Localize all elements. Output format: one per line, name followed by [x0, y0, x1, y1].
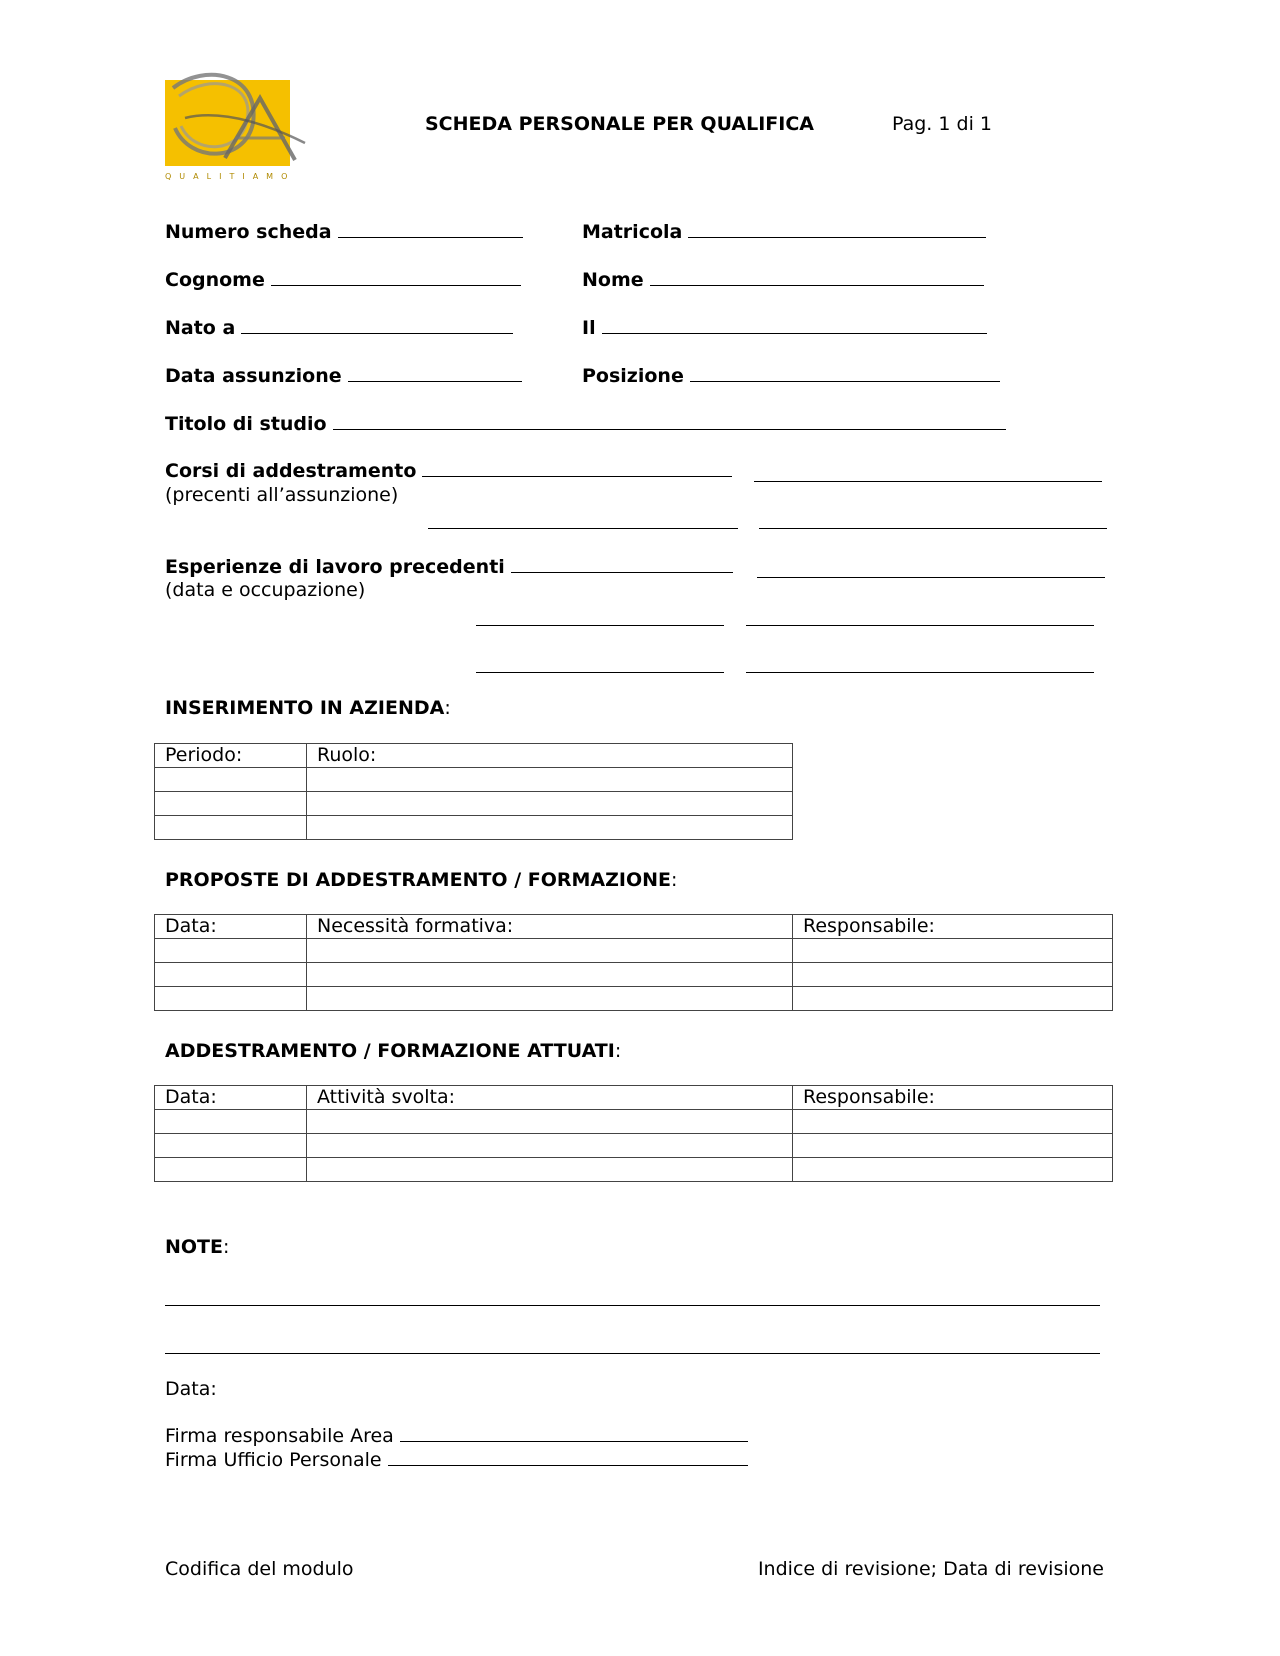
numero-scheda-line[interactable] [338, 222, 523, 238]
matricola-label: Matricola [582, 221, 683, 243]
posizione-line[interactable] [690, 366, 1000, 382]
nato-a-label: Nato a [165, 317, 236, 339]
il-label: Il [582, 317, 596, 339]
nome-field[interactable] [582, 269, 984, 291]
header-ruolo: Ruolo: [307, 744, 793, 768]
table-cell[interactable] [307, 963, 793, 987]
header-responsabile: Responsabile: [793, 915, 1113, 939]
qualitiamo-logo [165, 68, 315, 186]
colon: : [614, 1040, 622, 1062]
header-attivita: Attività svolta: [307, 1086, 793, 1110]
note-heading [165, 1236, 229, 1258]
firma-area-field[interactable] [165, 1425, 748, 1447]
corsi-line-4[interactable] [759, 513, 1107, 529]
header-responsabile: Responsabile: [793, 1086, 1113, 1110]
proposte-heading [165, 869, 677, 891]
proposte-table [154, 914, 1113, 1011]
titolo-studio-field[interactable] [165, 413, 1006, 435]
corsi-field[interactable] [165, 460, 732, 482]
attuati-table [154, 1085, 1113, 1182]
esperienze-line-4[interactable] [746, 610, 1094, 626]
nato-a-field[interactable] [165, 317, 513, 339]
table-row [155, 816, 793, 840]
table-cell[interactable] [155, 768, 307, 792]
table-cell[interactable] [307, 939, 793, 963]
titolo-studio-label: Titolo di studio [165, 413, 327, 435]
header-periodo: Periodo: [155, 744, 307, 768]
table-cell[interactable] [155, 1110, 307, 1134]
data-assunzione-field[interactable] [165, 365, 522, 387]
colon: : [444, 697, 451, 719]
table-cell[interactable] [307, 1110, 793, 1134]
table-cell[interactable] [155, 1134, 307, 1158]
page-title: SCHEDA PERSONALE PER QUALIFICA [425, 113, 814, 135]
titolo-studio-line[interactable] [333, 414, 1006, 430]
table-cell[interactable] [155, 987, 307, 1011]
table-cell[interactable] [793, 939, 1113, 963]
firma-ufficio-label: Firma Ufficio Personale [165, 1449, 382, 1471]
corsi-label: Corsi di addestramento [165, 460, 417, 482]
nato-a-line[interactable] [241, 318, 513, 334]
table-header-row [155, 744, 793, 768]
table-header-row [155, 915, 1113, 939]
table-row [155, 987, 1113, 1011]
corsi-note: (precenti all’assunzione) [165, 484, 399, 506]
table-cell[interactable] [793, 1110, 1113, 1134]
posizione-label: Posizione [582, 365, 684, 387]
corsi-line-2[interactable] [754, 466, 1102, 482]
attuati-title: ADDESTRAMENTO / FORMAZIONE ATTUATI [165, 1040, 615, 1062]
esperienze-line-3[interactable] [476, 610, 724, 626]
table-cell[interactable] [307, 987, 793, 1011]
table-header-row [155, 1086, 1113, 1110]
inserimento-title: INSERIMENTO IN AZIENDA [165, 697, 445, 719]
data-assunzione-line[interactable] [348, 366, 522, 382]
firma-ufficio-field[interactable] [165, 1449, 748, 1471]
esperienze-note: (data e occupazione) [165, 579, 366, 601]
nome-label: Nome [582, 269, 644, 291]
table-cell[interactable] [793, 963, 1113, 987]
corsi-line-3[interactable] [428, 513, 738, 529]
table-cell[interactable] [155, 939, 307, 963]
page-number: Pag. 1 di 1 [892, 113, 992, 135]
il-field[interactable] [582, 317, 987, 339]
table-row [155, 963, 1113, 987]
esperienze-line-2[interactable] [757, 562, 1105, 578]
table-row [155, 939, 1113, 963]
firma-area-line[interactable] [400, 1426, 748, 1442]
esperienze-label: Esperienze di lavoro precedenti [165, 556, 505, 578]
table-cell[interactable] [307, 768, 793, 792]
table-cell[interactable] [155, 792, 307, 816]
esperienze-line-6[interactable] [746, 657, 1094, 673]
note-title: NOTE [165, 1236, 223, 1258]
matricola-line[interactable] [688, 222, 986, 238]
data-assunzione-label: Data assunzione [165, 365, 342, 387]
firma-area-label: Firma responsabile Area [165, 1425, 394, 1447]
header-necessita: Necessità formativa: [307, 915, 793, 939]
esperienze-line-5[interactable] [476, 657, 724, 673]
proposte-title: PROPOSTE DI ADDESTRAMENTO / FORMAZIONE [165, 869, 672, 891]
table-cell[interactable] [793, 1158, 1113, 1182]
matricola-field[interactable] [582, 221, 986, 243]
esperienze-field[interactable] [165, 556, 733, 578]
cognome-field[interactable] [165, 269, 521, 291]
table-cell[interactable] [793, 987, 1113, 1011]
logo-text: QUALITIAMO [165, 172, 296, 181]
corsi-line-1[interactable] [422, 461, 732, 477]
table-cell[interactable] [307, 1134, 793, 1158]
colon: : [671, 869, 678, 891]
table-cell[interactable] [155, 816, 307, 840]
esperienze-line-1[interactable] [511, 557, 733, 573]
table-cell[interactable] [155, 963, 307, 987]
cognome-line[interactable] [271, 270, 521, 286]
qa-logo-icon [165, 68, 315, 186]
inserimento-table [154, 743, 793, 840]
il-line[interactable] [602, 318, 987, 334]
table-row [155, 768, 793, 792]
data-label: Data: [165, 1378, 217, 1400]
footer-right: Indice di revisione; Data di revisione [757, 1558, 1104, 1580]
numero-scheda-label: Numero scheda [165, 221, 332, 243]
table-cell[interactable] [155, 1158, 307, 1182]
posizione-field[interactable] [582, 365, 1000, 387]
table-cell[interactable] [793, 1134, 1113, 1158]
table-row [155, 1158, 1113, 1182]
colon: : [223, 1236, 230, 1258]
table-cell[interactable] [307, 1158, 793, 1182]
note-line-1[interactable] [165, 1290, 1100, 1306]
numero-scheda-field[interactable] [165, 221, 523, 243]
firma-ufficio-line[interactable] [388, 1450, 748, 1466]
table-cell[interactable] [307, 792, 793, 816]
attuati-heading [165, 1040, 621, 1062]
footer-left: Codifica del modulo [165, 1558, 354, 1580]
table-cell[interactable] [307, 816, 793, 840]
header-data: Data: [155, 1086, 307, 1110]
nome-line[interactable] [650, 270, 984, 286]
inserimento-heading [165, 697, 451, 719]
table-row [155, 1134, 1113, 1158]
cognome-label: Cognome [165, 269, 265, 291]
header-data: Data: [155, 915, 307, 939]
note-line-2[interactable] [165, 1338, 1100, 1354]
table-row [155, 792, 793, 816]
table-row [155, 1110, 1113, 1134]
